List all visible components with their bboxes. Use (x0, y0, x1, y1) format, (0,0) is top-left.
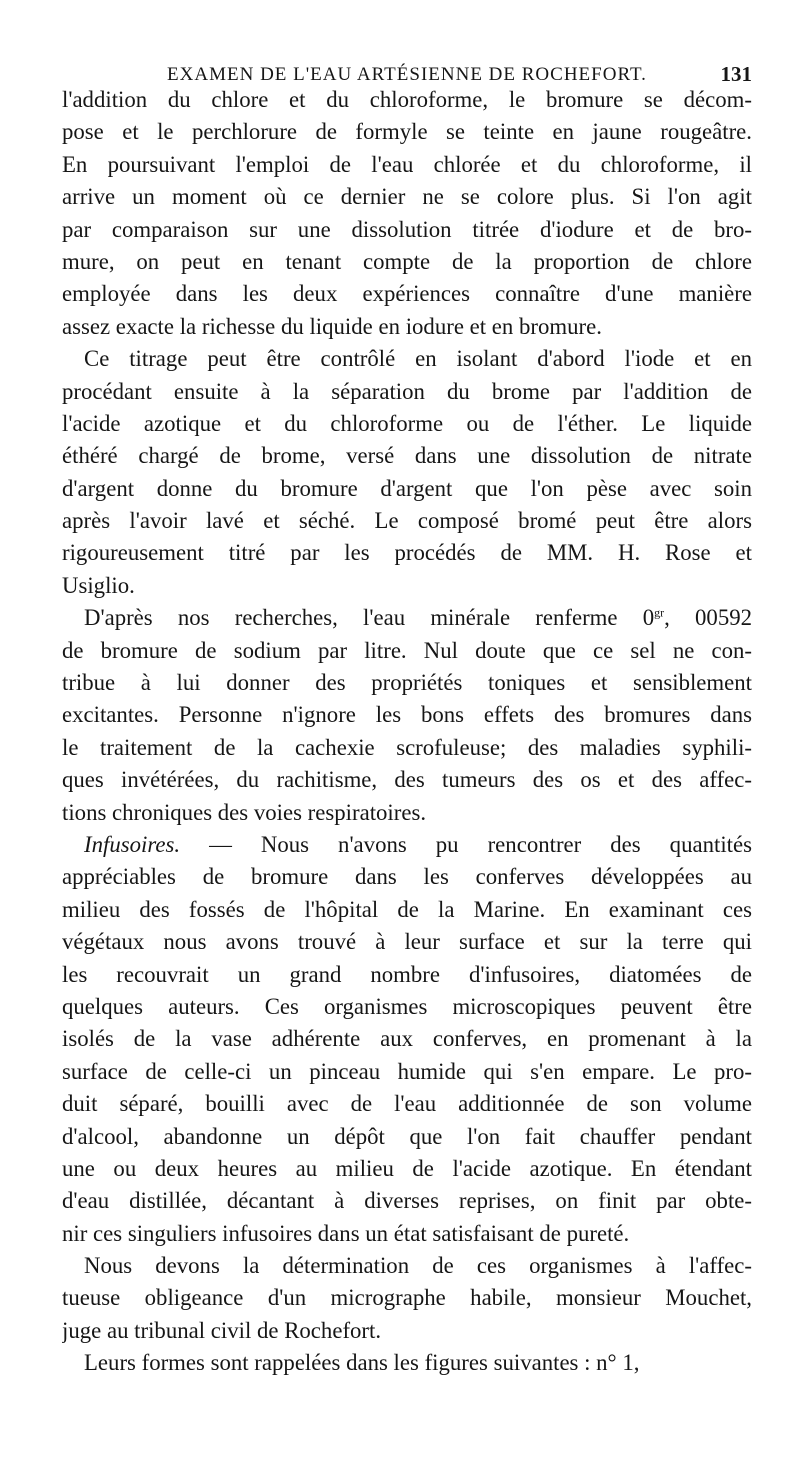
line-text: tions chroniques des voies respiratoires. (62, 799, 427, 825)
body-text (62, 84, 752, 1380)
line-text: végétaux nous avons trouvé à leur surface et sur la terre qui (62, 929, 752, 955)
line-text: ques invétérées, du rachitisme, des tumeurs des os et des affec- (62, 767, 752, 793)
page-number: 131 (720, 62, 752, 86)
line-text: pose et le perchlorure de formyle se teinte en jaune rougeâtre. (62, 119, 752, 145)
line-text: tribue à lui donner des propriétés toniques et sensiblement (62, 670, 752, 696)
text-line (62, 829, 752, 861)
text-line (62, 537, 752, 569)
text-line (62, 246, 752, 278)
text-line (62, 84, 752, 116)
text-line (62, 797, 752, 829)
line-text: — Nous n'avons pu rencontrer des quantités (180, 831, 752, 857)
text-line (62, 505, 752, 537)
line-text: Nous devons la détermination de ces organismes à l'affec- (84, 1253, 752, 1279)
line-text: Leurs formes sont rappelées dans les figures suivantes : n° 1, (84, 1350, 640, 1376)
section-lead: Infusoires. (84, 831, 181, 857)
line-text: isolés de la vase adhérente aux conferves, en promenant à la (62, 1026, 752, 1052)
line-text: par comparaison sur une dissolution titrée d'iodure et de bro- (62, 216, 752, 242)
text-line (62, 926, 752, 958)
line-text: arrive un moment où ce dernier ne se colore plus. Si l'on agit (62, 184, 752, 210)
running-title: EXAMEN DE L'EAU ARTÉSIENNE DE ROCHEFORT. (167, 64, 647, 85)
line-text: l'acide azotique et du chloroforme ou de l'éther. Le liquide (62, 410, 752, 436)
line-text: les recouvrait un grand nombre d'infusoires, diatomées de (62, 961, 752, 987)
line-text: assez exacte la richesse du liquide en iodure et en bromure. (62, 313, 602, 339)
line-text: nir ces singuliers infusoires dans un état satisfaisant de pureté. (62, 1220, 630, 1246)
text-line (62, 214, 752, 246)
text-line (62, 764, 752, 796)
text-line (62, 311, 752, 343)
text-line (62, 959, 752, 991)
text-line (62, 149, 752, 181)
line-text: mure, on peut en tenant compte de la proportion de chlore (62, 248, 752, 274)
line-text: D'après nos recherches, l'eau minérale renferme 0 (84, 605, 655, 631)
text-line (62, 602, 752, 634)
text-line (62, 408, 752, 440)
line-text: d'eau distillée, décantant à diverses reprises, on finit par obte- (62, 1188, 752, 1214)
line-text: juge au tribunal civil de Rochefort. (62, 1317, 382, 1343)
text-line (62, 667, 752, 699)
line-text: tueuse obligeance d'un micrographe habile, monsieur Mouchet, (62, 1285, 752, 1311)
line-text: En poursuivant l'emploi de l'eau chlorée et du chloroforme, il (62, 151, 752, 177)
text-line (62, 181, 752, 213)
text-line (62, 861, 752, 893)
line-text: après l'avoir lavé et séché. Le composé bromé peut être alors (62, 508, 752, 534)
line-text: le traitement de la cachexie scrofuleuse; des maladies syphili- (62, 734, 752, 760)
unit-superscript: gr (654, 605, 665, 620)
line-text: appréciables de bromure dans les conferves développées au (62, 864, 752, 890)
text-line (62, 635, 752, 667)
line-text: d'argent donne du bromure d'argent que l'on pèse avec soin (62, 475, 752, 501)
text-line (62, 1056, 752, 1088)
line-text: une ou deux heures au milieu de l'acide azotique. En étendant (62, 1155, 752, 1181)
line-text: de bromure de sodium par litre. Nul doute que ce sel ne con- (62, 637, 752, 663)
line-text: l'addition du chlore et du chloroforme, le bromure se décom- (62, 87, 752, 112)
text-line (62, 1282, 752, 1314)
text-line (62, 732, 752, 764)
line-text: employée dans les deux expériences connaître d'une manière (62, 281, 752, 307)
text-line (62, 570, 752, 602)
text-line (62, 1250, 752, 1282)
text-line (62, 440, 752, 472)
line-text: excitantes. Personne n'ignore les bons effets des bromures dans (62, 702, 752, 728)
text-line (62, 1185, 752, 1217)
line-text: Ce titrage peut être contrôlé en isolant d'abord l'iode et en (84, 346, 752, 372)
text-line (62, 473, 752, 505)
line-text: Usiglio. (62, 572, 135, 598)
text-line (62, 1347, 752, 1379)
text-line (62, 1153, 752, 1185)
text-line (62, 1218, 752, 1250)
text-line (62, 1088, 752, 1120)
line-text: éthéré chargé de brome, versé dans une dissolution de nitrate (62, 443, 752, 469)
text-line (62, 116, 752, 148)
text-line (62, 1023, 752, 1055)
line-text: procédant ensuite à la séparation du brome par l'addition de (62, 378, 752, 404)
text-line (62, 343, 752, 375)
text-line (62, 1315, 752, 1347)
line-text-tail: , 00592 (664, 605, 752, 631)
line-text: milieu des fossés de l'hôpital de la Marine. En examinant ces (62, 896, 752, 922)
text-line (62, 1121, 752, 1153)
text-line (62, 991, 752, 1023)
line-text: rigoureusement titré par les procédés de MM. H. Rose et (62, 540, 752, 566)
line-text: quelques auteurs. Ces organismes microscopiques peuvent être (62, 993, 752, 1019)
text-line (62, 278, 752, 310)
text-line (62, 699, 752, 731)
text-line (62, 894, 752, 926)
line-text: d'alcool, abandonne un dépôt que l'on fait chauffer pendant (62, 1123, 752, 1149)
line-text: duit séparé, bouilli avec de l'eau additionnée de son volume (62, 1091, 752, 1117)
text-line (62, 376, 752, 408)
line-text: surface de celle-ci un pinceau humide qui s'en empare. Le pro- (62, 1058, 752, 1084)
